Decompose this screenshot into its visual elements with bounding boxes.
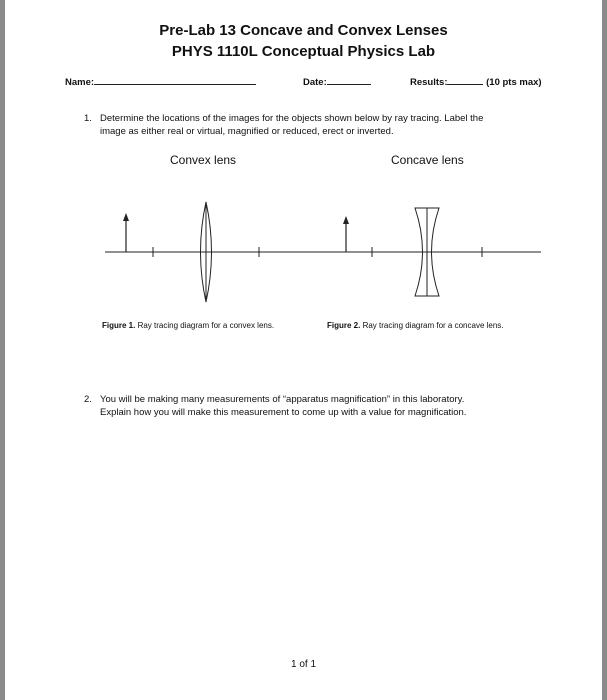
question-text-line: You will be making many measurements of “apparatus magnification” in this laboratory.: [100, 394, 465, 405]
figure-2-caption: [327, 321, 504, 330]
page-number: 1 of 1: [290, 659, 317, 670]
object-arrowhead: [123, 213, 129, 221]
results-blank: [447, 76, 483, 85]
question-number: 1.: [84, 113, 92, 124]
object-arrowhead: [343, 216, 349, 224]
name-blank: [94, 76, 256, 85]
convex-lens-heading: Convex lens: [170, 153, 237, 167]
max-points-text: (10 pts max): [486, 77, 542, 88]
concave-lens-diagram: [323, 208, 541, 296]
document-page: [5, 0, 602, 700]
figure-1-caption: [102, 321, 274, 330]
question-text-line: Determine the locations of the images for the objects shown below by ray tracing. Label the: [100, 113, 484, 124]
name-field: [65, 76, 256, 88]
results-field: [410, 76, 542, 88]
question-1: [84, 112, 564, 142]
question-number: 2.: [84, 394, 92, 405]
date-field: [303, 76, 371, 88]
caption-text: Ray tracing diagram for a concave lens.: [360, 321, 504, 330]
question-text-line: Explain how you will make this measurement to come up with a value for magnification.: [100, 407, 467, 418]
caption-label: Figure 2.: [327, 321, 361, 330]
convex-lens-diagram: [105, 202, 323, 302]
document-title: Pre-Lab 13 Concave and Convex Lenses: [159, 22, 448, 39]
name-label: Name:: [65, 77, 95, 88]
date-blank: [327, 76, 371, 85]
caption-text: Ray tracing diagram for a convex lens.: [135, 321, 275, 330]
course-title: PHYS 1110L Conceptual Physics Lab: [171, 43, 436, 60]
date-label: Date:: [303, 77, 327, 88]
ray-diagrams: [5, 190, 602, 310]
concave-lens-heading: Concave lens: [391, 153, 464, 167]
question-text-line: image as either real or virtual, magnified or reduced, erect or inverted.: [100, 126, 394, 137]
caption-label: Figure 1.: [102, 321, 136, 330]
results-label: Results:: [410, 77, 448, 88]
question-2: [84, 393, 564, 423]
